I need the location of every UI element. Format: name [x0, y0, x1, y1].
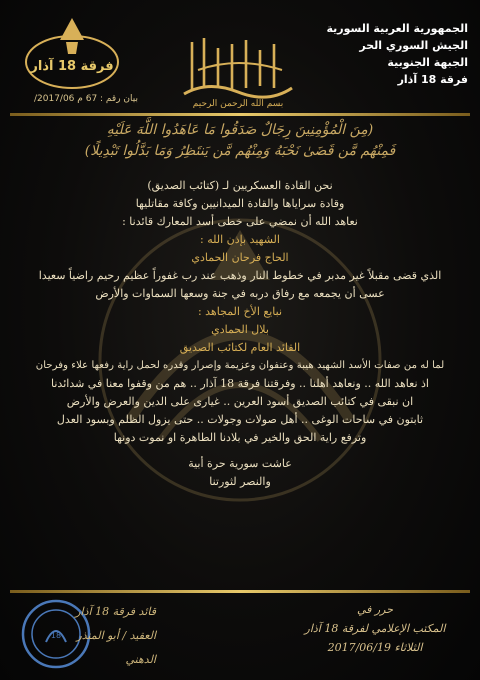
header — [0, 0, 480, 110]
issue-date: الثلاثاء 2017/06/19 — [327, 641, 423, 654]
statement-number — [18, 94, 138, 104]
body-line: لما له من صفات الأسد الشهيد هيبة وعنفوان وعزيمة وإصرار وقدره لحمل راية رفعها علاء وفرحان — [35, 360, 445, 371]
commander-info — [56, 600, 156, 672]
svg-text:فرقة 18 آذار: فرقة 18 آذار — [30, 59, 114, 74]
body-line: الشهيد بإذن الله : — [200, 233, 280, 246]
body-line: وترفع راية الحق والخير في بلادنا الطاهرة او نموت دونها — [113, 431, 367, 444]
issued-in-label: حرر في — [356, 603, 394, 616]
closing-line: والنصر لثورتنا — [209, 475, 271, 488]
army-name: الجيش السوري الحر — [359, 39, 468, 52]
quran-line-2: فَمِنْهُم مَّن قَضَىٰ نَحْبَهُ وَمِنْهُم مَّن يَنتَظِرُ وَمَا بَدَّلُوا تَبْدِيلًا) — [84, 143, 396, 159]
new-commander-title: القائد العام لكتائب الصديق — [179, 341, 301, 354]
svg-text:بسم الله الرحمن الرحيم: بسم الله الرحمن الرحيم — [192, 99, 284, 108]
body-line: ان نبقى في كتائب الصديق أسود العرين .. غيارى على الدين والعرض والأرض — [66, 395, 414, 408]
martyr-name: الحاج فرحان الحمادي — [191, 251, 289, 264]
issuer-block — [318, 20, 468, 88]
commander-name: العقيد / أبو المنذر الدهني — [76, 629, 156, 666]
body-line: اذ نعاهد الله .. ونعاهد أهلنا .. وفرقتنا فرقة 18 آذار .. هم من وقفوا معنا في شدائدنا — [51, 377, 429, 390]
division-name: فرقة 18 آذار — [397, 73, 468, 86]
body-line: نبايع الأخ المجاهد : — [197, 305, 283, 318]
basmala-calligraphy — [178, 30, 298, 108]
bottom-divider — [10, 590, 470, 593]
front-name: الجبهة الجنوبية — [387, 56, 468, 69]
division-logo — [22, 14, 122, 94]
body-line: نعاهد الله أن نمضي على خطى أسد المعارك قائدنا : — [122, 215, 358, 228]
issuance-block — [290, 600, 460, 657]
new-commander-name: بلال الحمادي — [211, 323, 269, 336]
body-line: وقادة سراياها والقادة الميدانيين وكافة مقاتليها — [135, 197, 345, 210]
quran-verse — [25, 120, 455, 162]
country-name: الجمهورية العربية السورية — [326, 22, 468, 35]
body-line: عسى أن يجمعه مع رفاق دربه في جنة وسعها السماوات والأرض — [95, 287, 385, 300]
top-divider — [10, 113, 470, 116]
closing-line: عاشت سورية حرة أبية — [188, 457, 292, 470]
body-line: الذي قضى مقبلاً غير مدبر في خطوط النار وذهب عند رب غفوراً عظيم رحيم راضياً سعيدا — [38, 269, 442, 282]
media-office: المكتب الإعلامي لفرقة 18 آذار — [304, 622, 446, 635]
body-line: نحن القادة العسكريين لـ (كتائب الصديق) — [147, 179, 333, 192]
quran-line-1: (مِنَ الْمُؤْمِنِينَ رِجَالٌ صَدَقُوا مَا عَاهَدُوا اللَّهَ عَلَيْهِ — [106, 122, 374, 138]
body-line: ثابتون في ساحات الوغى .. أهل صولات وجولات .. حتى يزول الظلم وبسود العدل — [56, 413, 424, 426]
statement-body — [14, 177, 466, 491]
statement-date: 2017/06/ — [33, 94, 75, 104]
statement-label: بيان رقم : 67 م — [77, 94, 138, 104]
svg-text:18: 18 — [50, 631, 62, 640]
commander-title: قائد فرقة 18 آذار — [75, 605, 156, 618]
